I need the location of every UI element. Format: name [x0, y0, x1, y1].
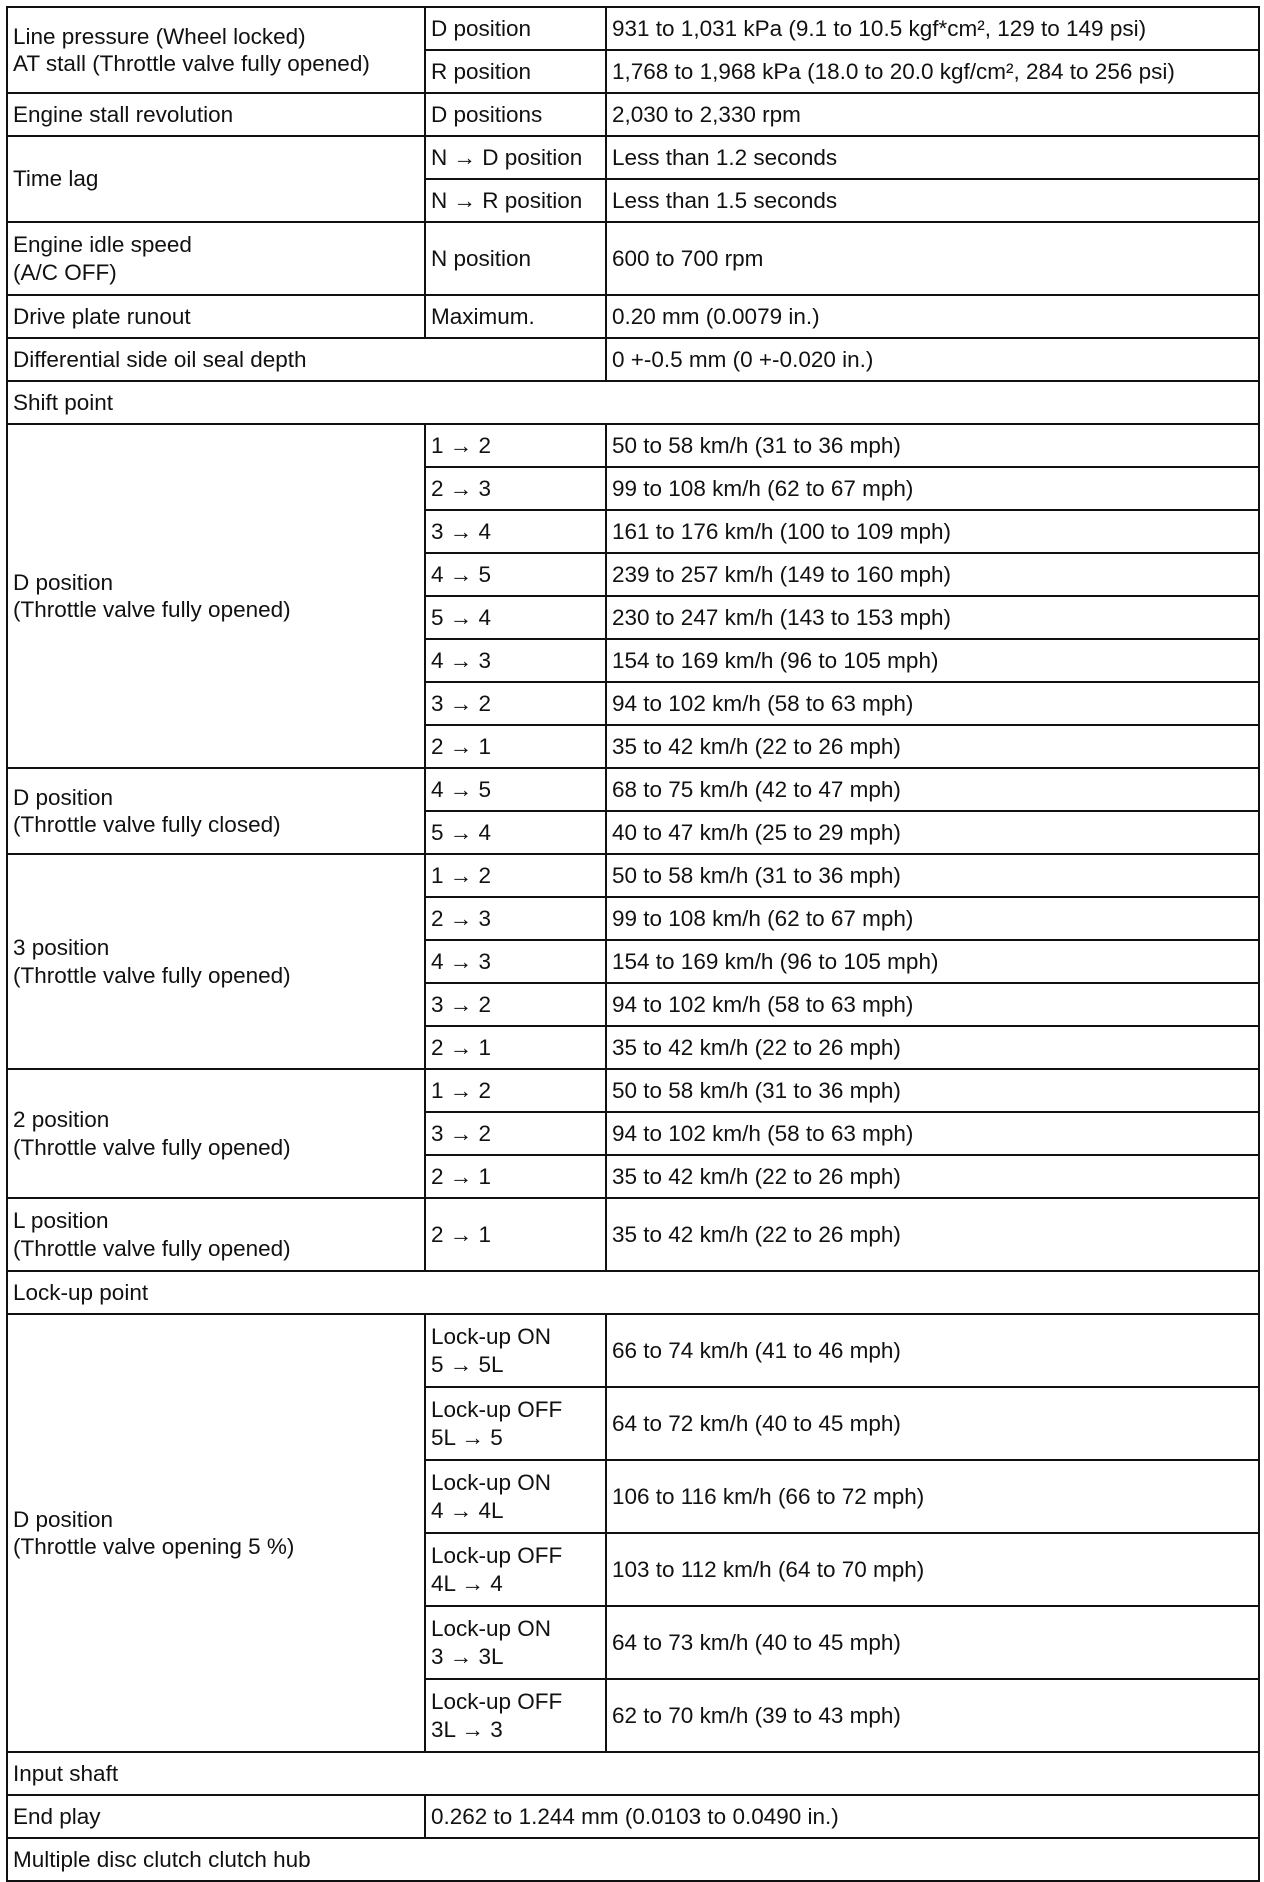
clutch-hub-header-row — [7, 1838, 1259, 1881]
shift-value: 94 to 102 km/h (58 to 63 mph) — [606, 1112, 1259, 1155]
lockup-group-label: D position (Throttle valve opening 5 %) — [7, 1314, 425, 1752]
shift-code: 2 → 1 — [425, 1155, 606, 1198]
drive-plate-runout-position: Maximum. — [425, 295, 606, 338]
shift-value: 35 to 42 km/h (22 to 26 mph) — [606, 1155, 1259, 1198]
time-lag-nd-position: N → D position — [425, 136, 606, 179]
shift-value: 35 to 42 km/h (22 to 26 mph) — [606, 725, 1259, 768]
drive-plate-runout-label: Drive plate runout — [7, 295, 425, 338]
shift-point-title: Shift point — [7, 381, 1259, 424]
line-pressure-d-value: 931 to 1,031 kPa (9.1 to 10.5 kgf*cm², 129 to 149 psi) — [606, 7, 1259, 50]
input-shaft-title: Input shaft — [7, 1752, 1259, 1795]
shift-value: 161 to 176 km/h (100 to 109 mph) — [606, 510, 1259, 553]
shift-code: 2 → 3 — [425, 897, 606, 940]
lockup-value: 62 to 70 km/h (39 to 43 mph) — [606, 1679, 1259, 1752]
idle-speed-label: Engine idle speed (A/C OFF) — [7, 222, 425, 295]
shift-group-label: D position (Throttle valve fully opened) — [7, 424, 425, 768]
engine-stall-position: D positions — [425, 93, 606, 136]
shift-value: 99 to 108 km/h (62 to 67 mph) — [606, 467, 1259, 510]
shift-value: 68 to 75 km/h (42 to 47 mph) — [606, 768, 1259, 811]
shift-code: 5 → 4 — [425, 811, 606, 854]
line-pressure-label: Line pressure (Wheel locked) AT stall (Throttle valve fully opened) — [7, 7, 425, 93]
drive-plate-runout-row — [7, 295, 1259, 338]
oil-seal-depth-label: Differential side oil seal depth — [7, 338, 606, 381]
oil-seal-depth-row — [7, 338, 1259, 381]
shift-group-label: L position (Throttle valve fully opened) — [7, 1198, 425, 1271]
idle-speed-position: N position — [425, 222, 606, 295]
shift-code: 4 → 5 — [425, 553, 606, 596]
shift-value: 230 to 247 km/h (143 to 153 mph) — [606, 596, 1259, 639]
lockup-state: Lock-up OFF 3L → 3 — [425, 1679, 606, 1752]
shift-code: 3 → 2 — [425, 682, 606, 725]
lockup-state: Lock-up ON 5 → 5L — [425, 1314, 606, 1387]
line-pressure-d-position: D position — [425, 7, 606, 50]
shift-code: 4 → 3 — [425, 639, 606, 682]
lockup-header-row — [7, 1271, 1259, 1314]
shift-value: 94 to 102 km/h (58 to 63 mph) — [606, 682, 1259, 725]
shift-code: 2 → 1 — [425, 725, 606, 768]
line-pressure-d-row — [7, 7, 1259, 50]
shift-code: 4 → 3 — [425, 940, 606, 983]
shift-value: 35 to 42 km/h (22 to 26 mph) — [606, 1026, 1259, 1069]
lockup-state: Lock-up ON 4 → 4L — [425, 1460, 606, 1533]
shift-value: 239 to 257 km/h (149 to 160 mph) — [606, 553, 1259, 596]
shift-code: 3 → 2 — [425, 1112, 606, 1155]
shift-code: 1 → 2 — [425, 854, 606, 897]
shift-value: 94 to 102 km/h (58 to 63 mph) — [606, 983, 1259, 1026]
end-play-label: End play — [7, 1795, 425, 1838]
idle-speed-row — [7, 222, 1259, 295]
shift-group-label: 2 position (Throttle valve fully opened) — [7, 1069, 425, 1198]
shift-code: 5 → 4 — [425, 596, 606, 639]
shift-value: 50 to 58 km/h (31 to 36 mph) — [606, 424, 1259, 467]
shift-row — [7, 424, 1259, 467]
shift-row — [7, 1069, 1259, 1112]
idle-speed-value: 600 to 700 rpm — [606, 222, 1259, 295]
engine-stall-value: 2,030 to 2,330 rpm — [606, 93, 1259, 136]
time-lag-label: Time lag — [7, 136, 425, 222]
shift-value: 40 to 47 km/h (25 to 29 mph) — [606, 811, 1259, 854]
shift-code: 2 → 1 — [425, 1198, 606, 1271]
lockup-value: 64 to 73 km/h (40 to 45 mph) — [606, 1606, 1259, 1679]
lockup-row — [7, 1314, 1259, 1387]
shift-code: 4 → 5 — [425, 768, 606, 811]
shift-code: 2 → 1 — [425, 1026, 606, 1069]
lockup-title: Lock-up point — [7, 1271, 1259, 1314]
shift-value: 50 to 58 km/h (31 to 36 mph) — [606, 1069, 1259, 1112]
lockup-state: Lock-up ON 3 → 3L — [425, 1606, 606, 1679]
lockup-value: 64 to 72 km/h (40 to 45 mph) — [606, 1387, 1259, 1460]
lockup-value: 66 to 74 km/h (41 to 46 mph) — [606, 1314, 1259, 1387]
input-shaft-header-row — [7, 1752, 1259, 1795]
shift-value: 50 to 58 km/h (31 to 36 mph) — [606, 854, 1259, 897]
line-pressure-r-value: 1,768 to 1,968 kPa (18.0 to 20.0 kgf/cm², 284 to 256 psi) — [606, 50, 1259, 93]
engine-stall-row — [7, 93, 1259, 136]
shift-point-header-row — [7, 381, 1259, 424]
end-play-row — [7, 1795, 1259, 1838]
lockup-state: Lock-up OFF 5L → 5 — [425, 1387, 606, 1460]
shift-code: 1 → 2 — [425, 424, 606, 467]
shift-value: 99 to 108 km/h (62 to 67 mph) — [606, 897, 1259, 940]
shift-code: 2 → 3 — [425, 467, 606, 510]
time-lag-nr-value: Less than 1.5 seconds — [606, 179, 1259, 222]
drive-plate-runout-value: 0.20 mm (0.0079 in.) — [606, 295, 1259, 338]
lockup-state: Lock-up OFF 4L → 4 — [425, 1533, 606, 1606]
time-lag-nd-row — [7, 136, 1259, 179]
shift-row — [7, 768, 1259, 811]
shift-code: 3 → 2 — [425, 983, 606, 1026]
shift-value: 35 to 42 km/h (22 to 26 mph) — [606, 1198, 1259, 1271]
clutch-hub-title: Multiple disc clutch clutch hub — [7, 1838, 1259, 1881]
time-lag-nd-value: Less than 1.2 seconds — [606, 136, 1259, 179]
shift-code: 1 → 2 — [425, 1069, 606, 1112]
shift-code: 3 → 4 — [425, 510, 606, 553]
end-play-value: 0.262 to 1.244 mm (0.0103 to 0.0490 in.) — [425, 1795, 1259, 1838]
shift-row — [7, 1198, 1259, 1271]
engine-stall-label: Engine stall revolution — [7, 93, 425, 136]
lockup-value: 103 to 112 km/h (64 to 70 mph) — [606, 1533, 1259, 1606]
oil-seal-depth-value: 0 +-0.5 mm (0 +-0.020 in.) — [606, 338, 1259, 381]
lockup-value: 106 to 116 km/h (66 to 72 mph) — [606, 1460, 1259, 1533]
shift-row — [7, 854, 1259, 897]
line-pressure-r-position: R position — [425, 50, 606, 93]
shift-value: 154 to 169 km/h (96 to 105 mph) — [606, 639, 1259, 682]
shift-value: 154 to 169 km/h (96 to 105 mph) — [606, 940, 1259, 983]
shift-group-label: D position (Throttle valve fully closed) — [7, 768, 425, 854]
time-lag-nr-position: N → R position — [425, 179, 606, 222]
specification-table — [6, 6, 1260, 1882]
shift-group-label: 3 position (Throttle valve fully opened) — [7, 854, 425, 1069]
